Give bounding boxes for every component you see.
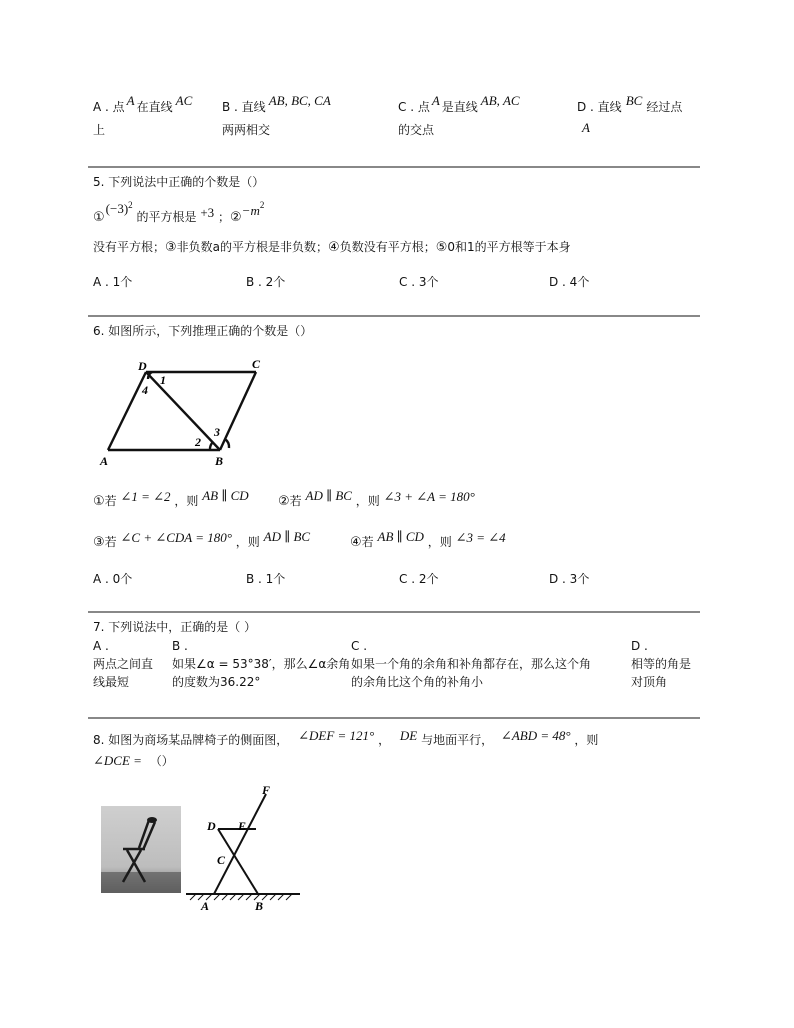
divider bbox=[88, 315, 700, 317]
q5-option-c[interactable]: C . 3个 bbox=[399, 275, 439, 289]
fig-label-d: D bbox=[207, 819, 216, 833]
q6-statement-2: ②若 AD ∥ BC ，则 ∠3 + ∠A = 180° bbox=[278, 488, 475, 509]
q4-option-b[interactable]: B . 直线 AB, BC, CA bbox=[222, 93, 331, 114]
q8-chair-photo bbox=[101, 806, 181, 893]
fig-label-c: C bbox=[252, 357, 261, 371]
fig-label-a: A bbox=[201, 899, 210, 913]
q7-option-d[interactable]: D . 相等的角是 对顶角 bbox=[631, 639, 692, 689]
q5-title: 5. 下列说法中正确的个数是（） bbox=[93, 175, 265, 189]
q6-option-d[interactable]: D . 3个 bbox=[549, 572, 590, 586]
q6-parallelogram-figure bbox=[98, 355, 268, 470]
q8-title-line2: ∠DCE = （） bbox=[93, 753, 174, 768]
q6-option-b[interactable]: B . 1个 bbox=[246, 572, 286, 586]
parallelogram-lines bbox=[108, 372, 256, 450]
q5-statement-line1: $①(-3)^2$ 的平方根是 +3 ；$②-m^2$ bbox=[93, 200, 265, 225]
fig-label-a: A bbox=[100, 454, 109, 468]
q5-statement-line2: 没有平方根；③非负数a的平方根是非负数；④负数没有平方根；⑤0和1的平方根等于本身 bbox=[93, 240, 571, 255]
divider bbox=[88, 166, 700, 168]
q6-statement-4: ④若 AB ∥ CD ，则 ∠3 = ∠4 bbox=[350, 529, 506, 550]
q6-title: 6. 如图所示，下列推理正确的个数是（） bbox=[93, 324, 313, 338]
fig-label-b: B bbox=[255, 899, 264, 913]
q6-option-a[interactable]: A . 0个 bbox=[93, 572, 133, 586]
q4-option-a[interactable]: A . 点 A 在直线 AC bbox=[93, 93, 193, 114]
q7-option-b[interactable]: B . 如果∠α = 53°38′，那么∠α余角 的度数为36.22° bbox=[172, 639, 351, 689]
q7-option-c[interactable]: C . 如果一个角的余角和补角都存在，那么这个角 的余角比这个角的补角小 bbox=[351, 639, 592, 689]
q5-option-d[interactable]: D . 4个 bbox=[549, 275, 590, 289]
divider bbox=[88, 611, 700, 613]
fig-label-4: 4 bbox=[142, 383, 148, 397]
fig-label-b: B bbox=[215, 454, 224, 468]
q4-option-c[interactable]: C . 点 A 是直线 AB, AC bbox=[398, 93, 520, 114]
q4-option-d[interactable]: D . 直线 BC 经过点 bbox=[577, 93, 683, 114]
q7-title: 7. 下列说法中，正确的是（ ） bbox=[93, 620, 257, 634]
fig-label-d: D bbox=[138, 359, 147, 373]
q5-option-a[interactable]: A . 1个 bbox=[93, 275, 133, 289]
q4-option-a-line2: 上 bbox=[93, 123, 106, 137]
q4-option-d-line2: A bbox=[582, 120, 590, 135]
q4-option-c-line2: 的交点 bbox=[398, 123, 435, 137]
q7-option-a[interactable]: A . 两点之间直 线最短 bbox=[93, 639, 154, 689]
q6-statement-1: ①若 ∠1 = ∠2 ，则 AB ∥ CD bbox=[93, 488, 249, 509]
divider bbox=[88, 717, 700, 719]
fig-label-c: C bbox=[217, 853, 226, 867]
fig-label-3: 3 bbox=[214, 425, 220, 439]
q5-option-b[interactable]: B . 2个 bbox=[246, 275, 286, 289]
q5-circle-1: ① bbox=[93, 210, 105, 225]
q4-option-b-line2: 两两相交 bbox=[222, 123, 271, 137]
q8-chair-diagram bbox=[184, 784, 304, 914]
fig-label-2: 2 bbox=[195, 435, 201, 449]
fig-label-1: 1 bbox=[160, 373, 166, 387]
fig-label-e: E bbox=[238, 819, 247, 833]
q6-option-c[interactable]: C . 2个 bbox=[399, 572, 439, 586]
q6-statement-3: ③若 ∠C + ∠CDA = 180° ，则 AD ∥ BC bbox=[93, 529, 311, 550]
q8-title-line1: 8. 如图为商场某品牌椅子的侧面图， ∠DEF = 121° ， DE 与地面平行， ∠ABD = 48° ，则 bbox=[93, 728, 599, 747]
fig-label-f: F bbox=[262, 784, 271, 797]
